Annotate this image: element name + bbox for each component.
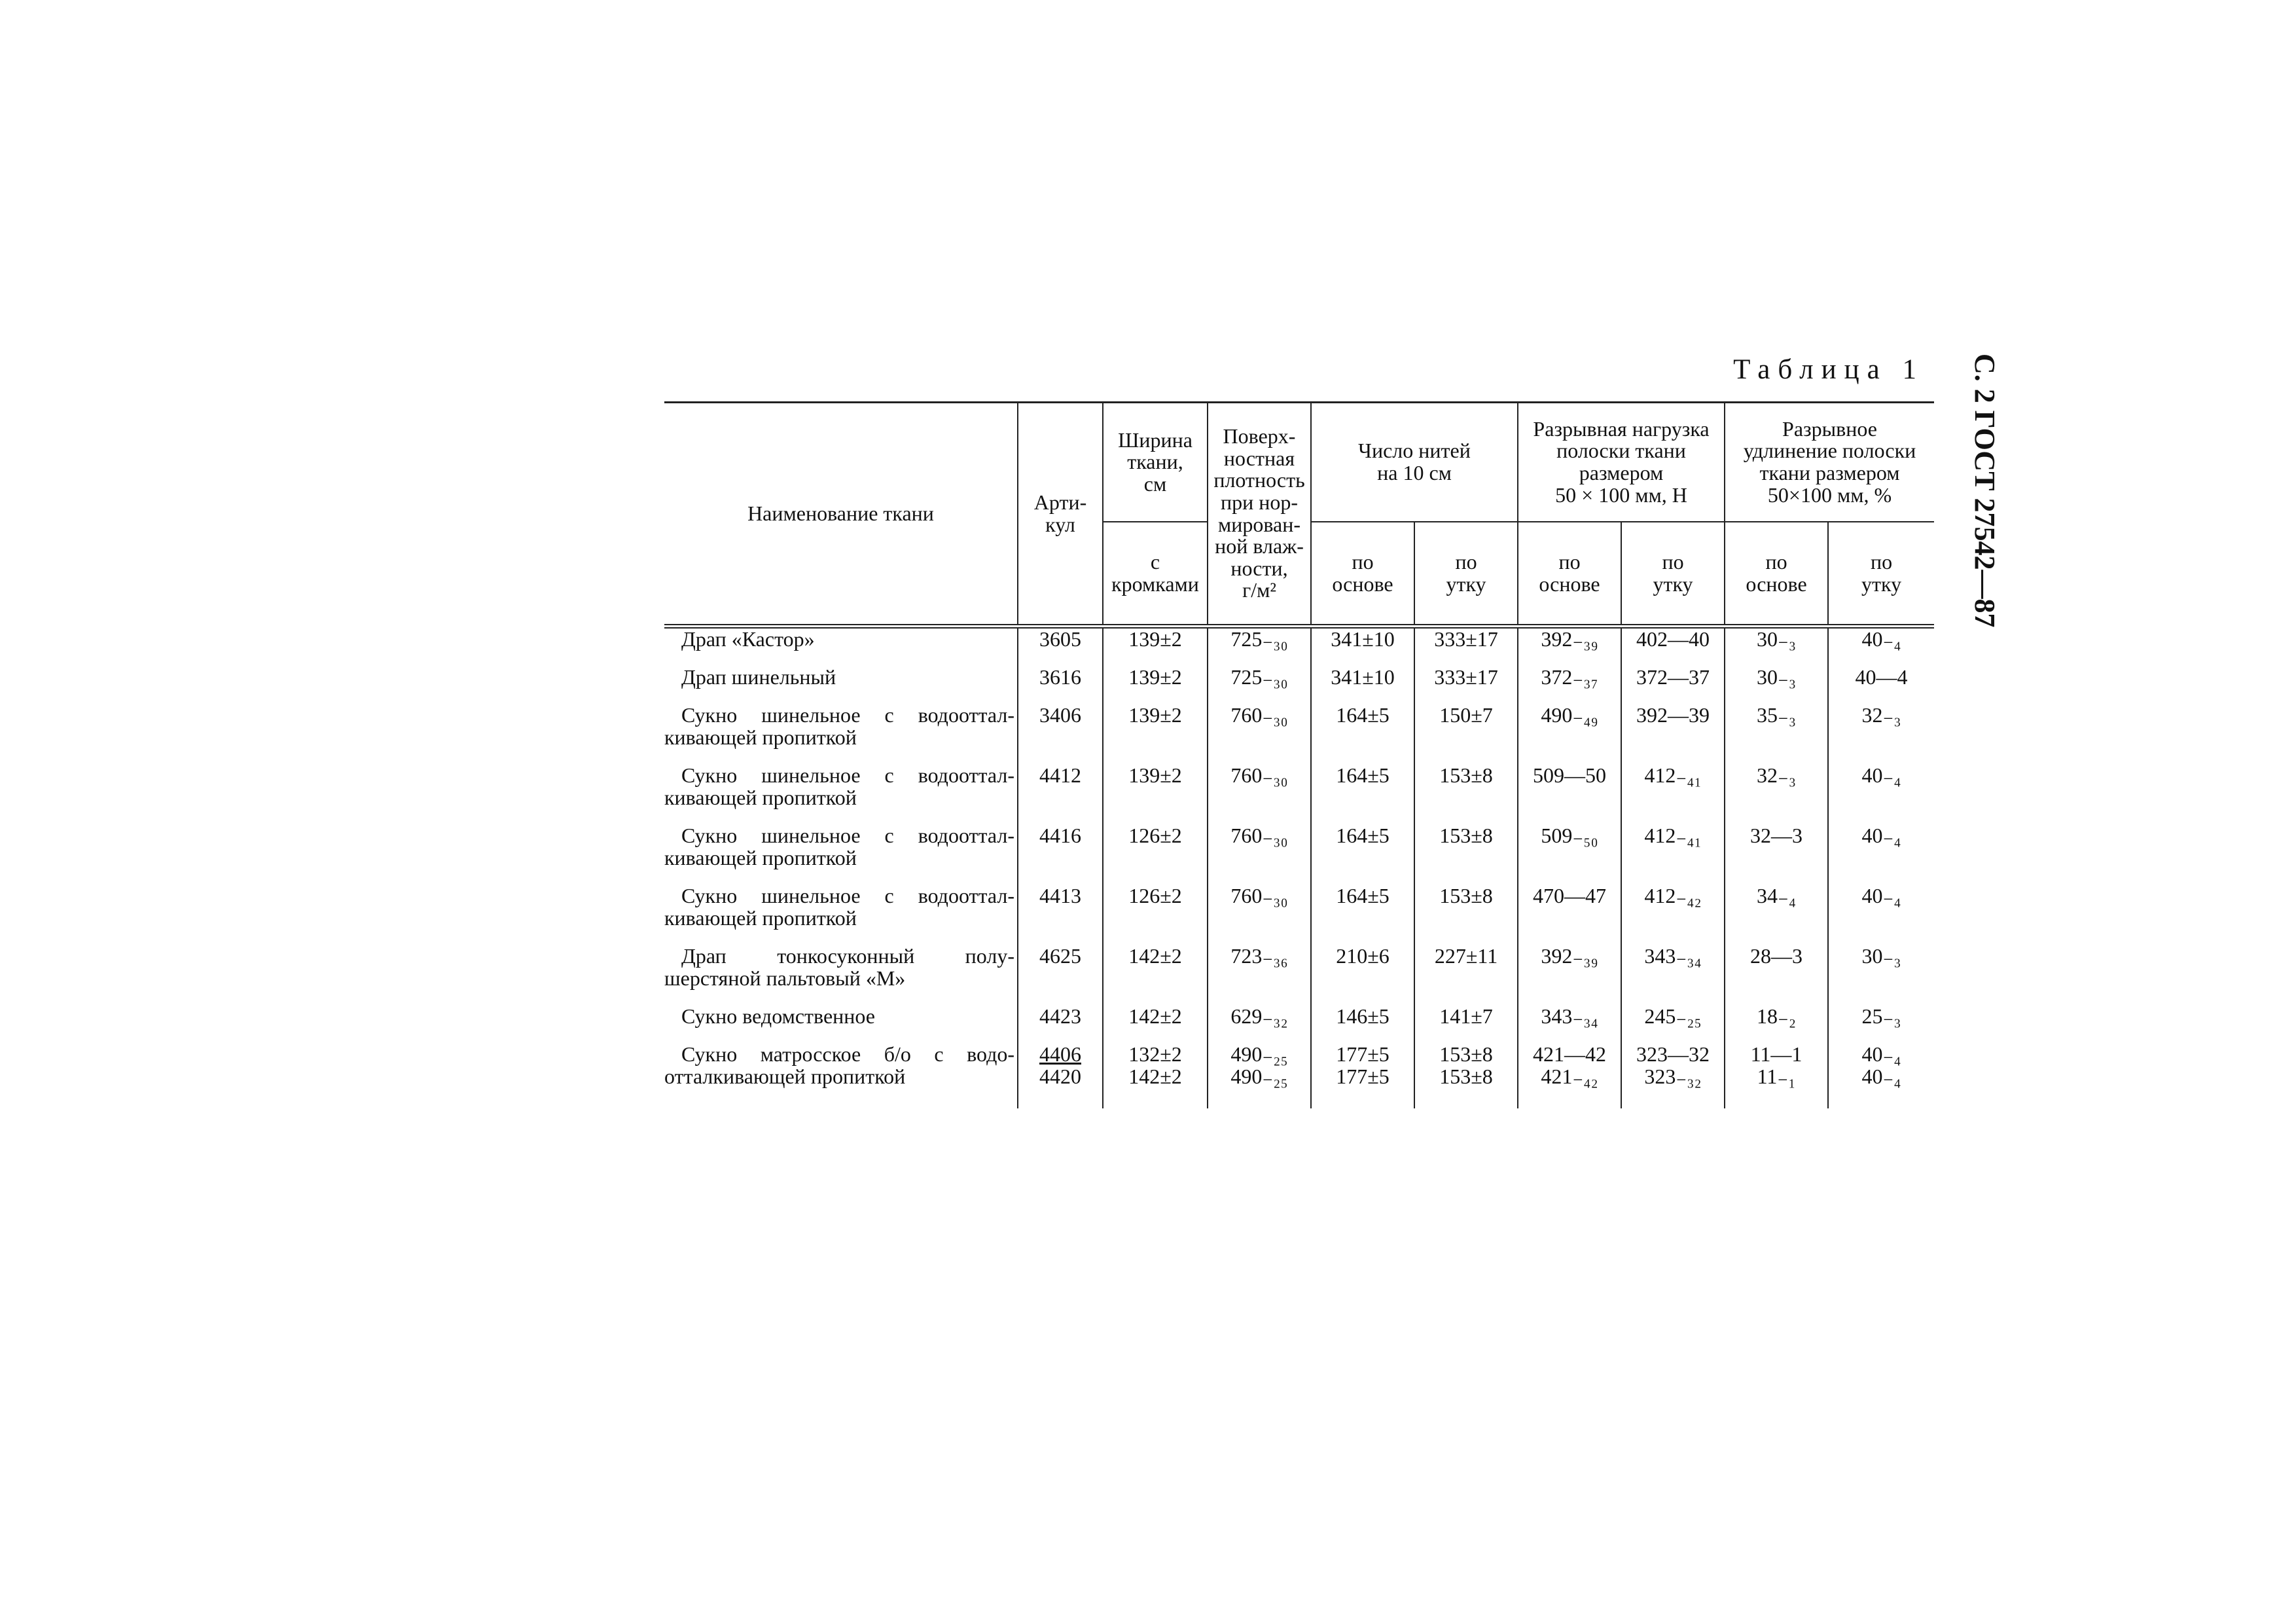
- cell-value: 470—47: [1533, 884, 1606, 907]
- cell-value: 245₋₂₅: [1644, 1004, 1702, 1028]
- cell-threads-warp: [1311, 765, 1414, 825]
- fabric-name-cell: [664, 765, 1018, 825]
- cell-value: 142±2: [1128, 1064, 1182, 1088]
- fabric-name-line: кивающей пропиткой: [664, 905, 857, 930]
- cell-value: 34₋₄: [1756, 884, 1797, 907]
- cell-value: 490₋₄₉: [1541, 703, 1598, 727]
- cell-load-warp: [1518, 1006, 1621, 1044]
- cell-value: 18₋₂: [1756, 1004, 1797, 1028]
- cell-value: 323₋₃₂: [1644, 1064, 1702, 1088]
- cell-value: 760₋₃₀: [1230, 703, 1288, 727]
- cell-elong-weft: [1828, 704, 1934, 765]
- fabric-name-line: Сукно шинельное с водооттал-: [681, 763, 1014, 787]
- cell-threads-warp: [1311, 704, 1414, 765]
- cell-article: [1018, 1006, 1103, 1044]
- cell-value: 723₋₃₆: [1230, 944, 1288, 968]
- cell-value: 4625: [1039, 944, 1081, 968]
- cell-threads-weft: [1414, 704, 1518, 765]
- fabric-properties-table: [664, 401, 1934, 1108]
- cell-value: 139±2: [1128, 763, 1182, 787]
- fabric-name-line: Драп тонкосуконный полу-: [681, 944, 1014, 968]
- cell-value: 150±7: [1439, 703, 1493, 727]
- cell-density: [1208, 666, 1311, 704]
- cell-width: [1103, 1044, 1208, 1108]
- cell-value: 629₋₃₂: [1230, 1004, 1288, 1028]
- cell-elong-weft: [1828, 1006, 1934, 1044]
- cell-value: 760₋₃₀: [1230, 824, 1288, 847]
- cell-value: 11₋₁: [1757, 1064, 1796, 1088]
- cell-value: 210±6: [1336, 944, 1390, 968]
- cell-value: 323—32: [1636, 1042, 1710, 1066]
- header-width: Ширина ткани, см: [1103, 403, 1208, 522]
- cell-load-weft: [1621, 765, 1725, 825]
- fabric-name-line: Сукно матросское б/о с водо-: [681, 1042, 1014, 1066]
- cell-width: [1103, 945, 1208, 1006]
- cell-elong-warp: [1725, 825, 1828, 885]
- cell-width: [1103, 885, 1208, 945]
- cell-value: 40—4: [1855, 665, 1908, 689]
- cell-value: 142±2: [1128, 944, 1182, 968]
- cell-value: 227±11: [1434, 944, 1498, 968]
- cell-elong-weft: [1828, 825, 1934, 885]
- table-row: [664, 1044, 1934, 1108]
- fabric-name-cell: [664, 1006, 1018, 1044]
- cell-value: 372—37: [1636, 665, 1710, 689]
- cell-load-warp: [1518, 885, 1621, 945]
- cell-value: 141±7: [1439, 1004, 1493, 1028]
- cell-value: 30₋₃: [1861, 944, 1901, 968]
- cell-density: [1208, 825, 1311, 885]
- cell-threads-warp: [1311, 666, 1414, 704]
- cell-value: 402—40: [1636, 627, 1710, 651]
- cell-value: 146±5: [1336, 1004, 1390, 1028]
- cell-value: 40₋₄: [1861, 1064, 1901, 1088]
- table-row: [664, 627, 1934, 667]
- header-threads-weft: по утку: [1414, 522, 1518, 627]
- table-row: [664, 885, 1934, 945]
- cell-value: 392₋₃₉: [1541, 944, 1598, 968]
- cell-value: 341±10: [1331, 627, 1395, 651]
- header-fabric-name: Наименование ткани: [664, 403, 1018, 627]
- cell-value: 40₋₄: [1861, 824, 1901, 847]
- header-elong-warp: по основе: [1725, 522, 1828, 627]
- cell-density: [1208, 765, 1311, 825]
- cell-value: 164±5: [1336, 703, 1390, 727]
- fabric-name-cell: [664, 825, 1018, 885]
- cell-value: 760₋₃₀: [1230, 884, 1288, 907]
- cell-value: 32—3: [1750, 824, 1803, 847]
- cell-threads-weft: [1414, 1006, 1518, 1044]
- cell-density: [1208, 627, 1311, 667]
- cell-elong-warp: [1725, 1006, 1828, 1044]
- cell-value: 509₋₅₀: [1541, 824, 1598, 847]
- cell-elong-warp: [1725, 1044, 1828, 1108]
- table-caption: Таблица 1: [1733, 354, 1924, 385]
- cell-load-warp: [1518, 825, 1621, 885]
- fabric-name-line: отталкивающей пропиткой: [664, 1064, 906, 1088]
- cell-value: 392₋₃₉: [1541, 627, 1598, 651]
- cell-width: [1103, 765, 1208, 825]
- cell-load-weft: [1621, 1006, 1725, 1044]
- cell-value: 725₋₃₀: [1230, 627, 1288, 651]
- cell-threads-warp: [1311, 1044, 1414, 1108]
- cell-article: [1018, 704, 1103, 765]
- cell-threads-warp: [1311, 885, 1414, 945]
- cell-value: 32₋₃: [1756, 763, 1797, 787]
- cell-width: [1103, 825, 1208, 885]
- cell-value: 177±5: [1336, 1042, 1390, 1066]
- cell-threads-warp: [1311, 825, 1414, 885]
- fabric-name-line: Драп «Кастор»: [681, 627, 815, 651]
- cell-value: 132±2: [1128, 1042, 1182, 1066]
- cell-value: 164±5: [1336, 884, 1390, 907]
- cell-value: 421₋₄₂: [1541, 1064, 1598, 1088]
- cell-value: 35₋₃: [1756, 703, 1797, 727]
- cell-value: 3406: [1039, 703, 1081, 727]
- cell-load-warp: [1518, 666, 1621, 704]
- cell-load-warp: [1518, 704, 1621, 765]
- fabric-name-line: кивающей пропиткой: [664, 725, 857, 749]
- cell-elong-weft: [1828, 666, 1934, 704]
- cell-density: [1208, 885, 1311, 945]
- cell-value: 126±2: [1128, 824, 1182, 847]
- cell-threads-weft: [1414, 945, 1518, 1006]
- cell-value: 4420: [1039, 1064, 1081, 1088]
- cell-value: 40₋₄: [1861, 763, 1901, 787]
- cell-value: 333±17: [1434, 627, 1498, 651]
- header-elong-weft: по утку: [1828, 522, 1934, 627]
- cell-value: 412₋₄₁: [1644, 763, 1702, 787]
- header-load-warp: по основе: [1518, 522, 1621, 627]
- cell-value: 412₋₄₁: [1644, 824, 1702, 847]
- table-row: [664, 765, 1934, 825]
- cell-value: 333±17: [1434, 665, 1498, 689]
- fabric-name-cell: [664, 627, 1018, 667]
- cell-article: [1018, 945, 1103, 1006]
- cell-elong-warp: [1725, 765, 1828, 825]
- table-row: [664, 945, 1934, 1006]
- cell-value: 509—50: [1533, 763, 1606, 787]
- cell-value: 153±8: [1439, 763, 1493, 787]
- cell-elong-warp: [1725, 627, 1828, 667]
- cell-value: 30₋₃: [1756, 665, 1797, 689]
- fabric-name-line: кивающей пропиткой: [664, 845, 857, 869]
- cell-load-warp: [1518, 765, 1621, 825]
- cell-article: [1018, 885, 1103, 945]
- cell-threads-weft: [1414, 666, 1518, 704]
- header-load-weft: по утку: [1621, 522, 1725, 627]
- header-thread-count: Число нитей на 10 см: [1311, 403, 1518, 522]
- cell-article: [1018, 627, 1103, 667]
- cell-value: 490₋₂₅: [1230, 1042, 1288, 1066]
- fabric-name-cell: [664, 666, 1018, 704]
- header-threads-warp: по основе: [1311, 522, 1414, 627]
- cell-value: 760₋₃₀: [1230, 763, 1288, 787]
- cell-value: 11—1: [1750, 1042, 1803, 1066]
- fabric-name-cell: [664, 945, 1018, 1006]
- cell-threads-weft: [1414, 765, 1518, 825]
- cell-threads-weft: [1414, 885, 1518, 945]
- cell-value: 3616: [1039, 665, 1081, 689]
- cell-elong-warp: [1725, 885, 1828, 945]
- table-body: [664, 627, 1934, 1109]
- fabric-name-line: кивающей пропиткой: [664, 785, 857, 809]
- header-breaking-elongation: Разрывное удлинение полоски ткани размером 50×100 мм, %: [1725, 403, 1934, 522]
- cell-value: 4423: [1039, 1004, 1081, 1028]
- cell-density: [1208, 945, 1311, 1006]
- table-row: [664, 1006, 1934, 1044]
- fabric-name-line: Драп шинельный: [681, 665, 836, 689]
- fabric-name-cell: [664, 885, 1018, 945]
- cell-width: [1103, 666, 1208, 704]
- table-row: [664, 666, 1934, 704]
- cell-value: 25₋₃: [1861, 1004, 1901, 1028]
- header-surface-density: Поверх- ностная плотность при нор- мирован- ной влаж- ности, г/м²: [1208, 403, 1311, 627]
- cell-threads-weft: [1414, 1044, 1518, 1108]
- cell-value: 40₋₄: [1861, 884, 1901, 907]
- cell-value: 343₋₃₄: [1644, 944, 1702, 968]
- table-row: [664, 704, 1934, 765]
- cell-value: 153±8: [1439, 884, 1493, 907]
- cell-density: [1208, 1044, 1311, 1108]
- cell-value: 126±2: [1128, 884, 1182, 907]
- cell-density: [1208, 704, 1311, 765]
- header-breaking-load: Разрывная нагрузка полоски ткани размером 50 × 100 мм, Н: [1518, 403, 1725, 522]
- cell-threads-weft: [1414, 627, 1518, 667]
- cell-density: [1208, 1006, 1311, 1044]
- cell-value: 412₋₄₂: [1644, 884, 1702, 907]
- cell-elong-weft: [1828, 945, 1934, 1006]
- fabric-name-cell: [664, 704, 1018, 765]
- cell-load-weft: [1621, 825, 1725, 885]
- cell-article: [1018, 765, 1103, 825]
- cell-value: 490₋₂₅: [1230, 1064, 1288, 1088]
- cell-width: [1103, 1006, 1208, 1044]
- fabric-name-line: Сукно шинельное с водооттал-: [681, 824, 1014, 847]
- cell-load-weft: [1621, 945, 1725, 1006]
- cell-value: 30₋₃: [1756, 627, 1797, 651]
- cell-value: 725₋₃₀: [1230, 665, 1288, 689]
- cell-elong-weft: [1828, 765, 1934, 825]
- cell-load-weft: [1621, 1044, 1725, 1108]
- cell-article: [1018, 1044, 1103, 1108]
- cell-value: 32₋₃: [1861, 703, 1901, 727]
- cell-value: 139±2: [1128, 627, 1182, 651]
- cell-value: 4416: [1039, 824, 1081, 847]
- cell-value: 392—39: [1636, 703, 1710, 727]
- cell-value: 139±2: [1128, 665, 1182, 689]
- cell-elong-weft: [1828, 885, 1934, 945]
- page-running-header: С. 2 ГОСТ 27542—87: [1969, 354, 2001, 628]
- cell-article: [1018, 825, 1103, 885]
- fabric-name-cell: [664, 1044, 1018, 1108]
- cell-elong-warp: [1725, 704, 1828, 765]
- cell-value: 341±10: [1331, 665, 1395, 689]
- cell-value: 343₋₃₄: [1541, 1004, 1598, 1028]
- cell-elong-weft: [1828, 1044, 1934, 1108]
- fabric-name-line: Сукно ведомственное: [681, 1004, 875, 1028]
- fabric-name-line: Сукно шинельное с водооттал-: [681, 884, 1014, 907]
- cell-load-weft: [1621, 885, 1725, 945]
- cell-load-warp: [1518, 1044, 1621, 1108]
- cell-threads-warp: [1311, 627, 1414, 667]
- cell-load-weft: [1621, 627, 1725, 667]
- cell-value: 372₋₃₇: [1541, 665, 1598, 689]
- cell-value: 40₋₄: [1861, 627, 1901, 651]
- cell-threads-weft: [1414, 825, 1518, 885]
- cell-load-weft: [1621, 704, 1725, 765]
- cell-value: 164±5: [1336, 824, 1390, 847]
- cell-article: [1018, 666, 1103, 704]
- cell-value: 3605: [1039, 627, 1081, 651]
- cell-width: [1103, 704, 1208, 765]
- cell-value: 421—42: [1533, 1042, 1606, 1066]
- cell-elong-weft: [1828, 627, 1934, 667]
- cell-value: 153±8: [1439, 824, 1493, 847]
- cell-load-warp: [1518, 627, 1621, 667]
- cell-value: 153±8: [1439, 1064, 1493, 1088]
- header-article: Арти- кул: [1018, 403, 1103, 627]
- cell-threads-warp: [1311, 945, 1414, 1006]
- cell-elong-warp: [1725, 945, 1828, 1006]
- cell-value: 28—3: [1750, 944, 1803, 968]
- cell-threads-warp: [1311, 1006, 1414, 1044]
- cell-value: 177±5: [1336, 1064, 1390, 1088]
- header-width-with-edges: с кромками: [1103, 522, 1208, 627]
- fabric-name-line: Сукно шинельное с водооттал-: [681, 703, 1014, 727]
- cell-value: 142±2: [1128, 1004, 1182, 1028]
- fabric-name-line: шерстяной пальтовый «М»: [664, 966, 906, 990]
- table-row: [664, 825, 1934, 885]
- cell-value: 4412: [1039, 763, 1081, 787]
- cell-elong-warp: [1725, 666, 1828, 704]
- cell-value: 164±5: [1336, 763, 1390, 787]
- cell-value: 40₋₄: [1861, 1042, 1901, 1066]
- cell-value: 4406: [1039, 1042, 1081, 1066]
- cell-width: [1103, 627, 1208, 667]
- cell-value: 153±8: [1439, 1042, 1493, 1066]
- cell-load-warp: [1518, 945, 1621, 1006]
- cell-value: 4413: [1039, 884, 1081, 907]
- cell-load-weft: [1621, 666, 1725, 704]
- cell-value: 139±2: [1128, 703, 1182, 727]
